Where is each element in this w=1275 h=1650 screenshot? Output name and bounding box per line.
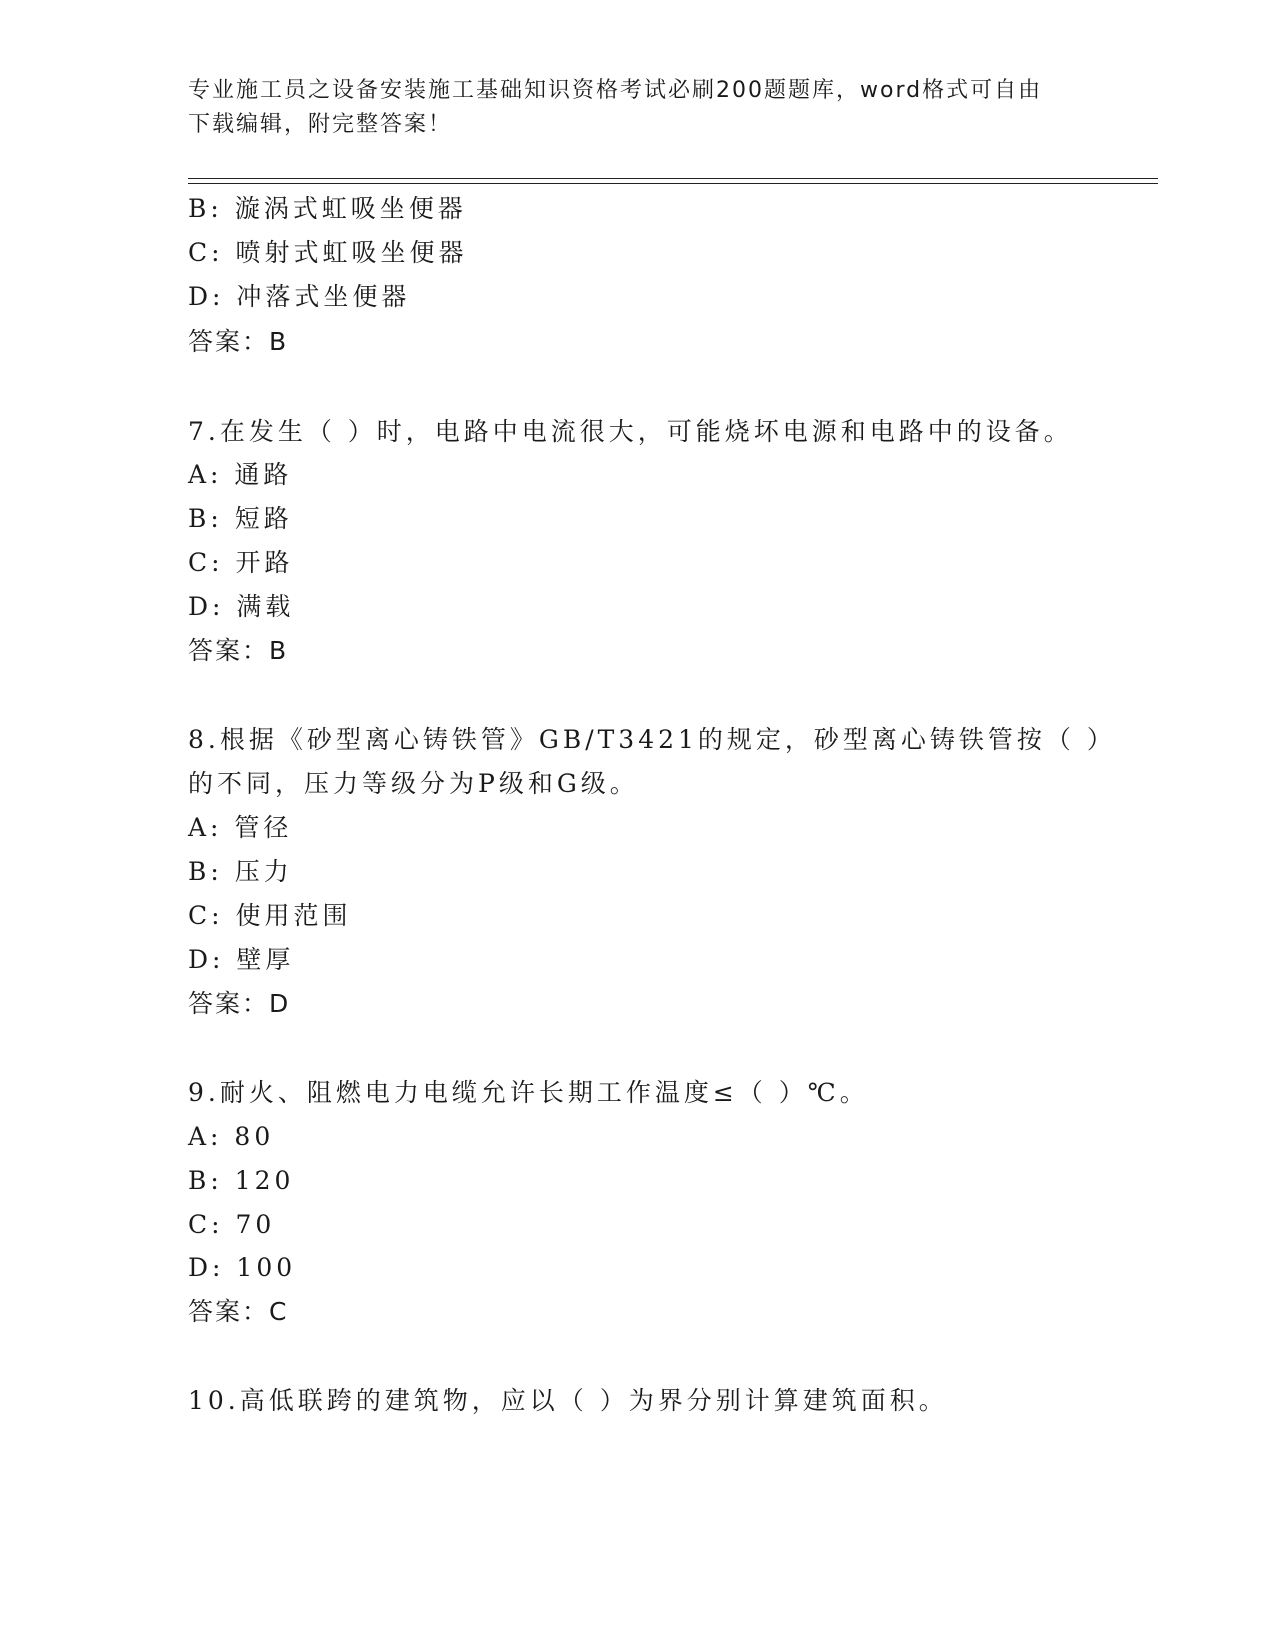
- q9-option-c: C: 70: [188, 1210, 276, 1239]
- q7-answer: 答案：B: [188, 636, 289, 665]
- q7-option-d: D: 满载: [188, 592, 295, 621]
- q8-question-line-1: 8.根据《砂型离心铸铁管》GB/T3421的规定，砂型离心铸铁管按（ ）: [188, 725, 1116, 754]
- q10-question: 10.高低联跨的建筑物，应以（ ）为界分别计算建筑面积。: [188, 1386, 948, 1415]
- q9-answer: 答案：C: [188, 1297, 289, 1326]
- q9-question: 9.耐火、阻燃电力电缆允许长期工作温度≤（ ）℃。: [188, 1078, 869, 1107]
- q9-option-d: D: 100: [188, 1253, 297, 1282]
- q6-option-b: B: 漩涡式虹吸坐便器: [188, 194, 467, 223]
- q8-question-line-2: 的不同，压力等级分为P级和G级。: [188, 769, 639, 798]
- q6-option-c: C: 喷射式虹吸坐便器: [188, 238, 468, 267]
- q7-option-b: B: 短路: [188, 504, 293, 533]
- q6-answer: 答案：B: [188, 327, 289, 356]
- header-line-2: 下载编辑，附完整答案！: [188, 112, 453, 137]
- q8-option-b: B: 压力: [188, 857, 293, 886]
- q8-option-c: C: 使用范围: [188, 901, 352, 930]
- q7-question: 7.在发生（ ）时，电路中电流很大，可能烧坏电源和电路中的设备。: [188, 417, 1073, 446]
- q8-answer: 答案：D: [188, 989, 291, 1018]
- q7-option-c: C: 开路: [188, 548, 294, 577]
- document-header: [188, 74, 1068, 142]
- q6-option-d: D: 冲落式坐便器: [188, 282, 411, 311]
- q8-option-a: A: 管径: [188, 813, 293, 842]
- q7-option-a: A: 通路: [188, 460, 293, 489]
- q8-option-d: D: 壁厚: [188, 945, 295, 974]
- q9-option-a: A: 80: [188, 1122, 275, 1151]
- header-divider-top: [188, 178, 1158, 179]
- header-divider-bottom: [188, 183, 1158, 184]
- q9-option-b: B: 120: [188, 1166, 295, 1195]
- header-line-1: 专业施工员之设备安装施工基础知识资格考试必刷200题题库，word格式可自由: [188, 78, 1043, 103]
